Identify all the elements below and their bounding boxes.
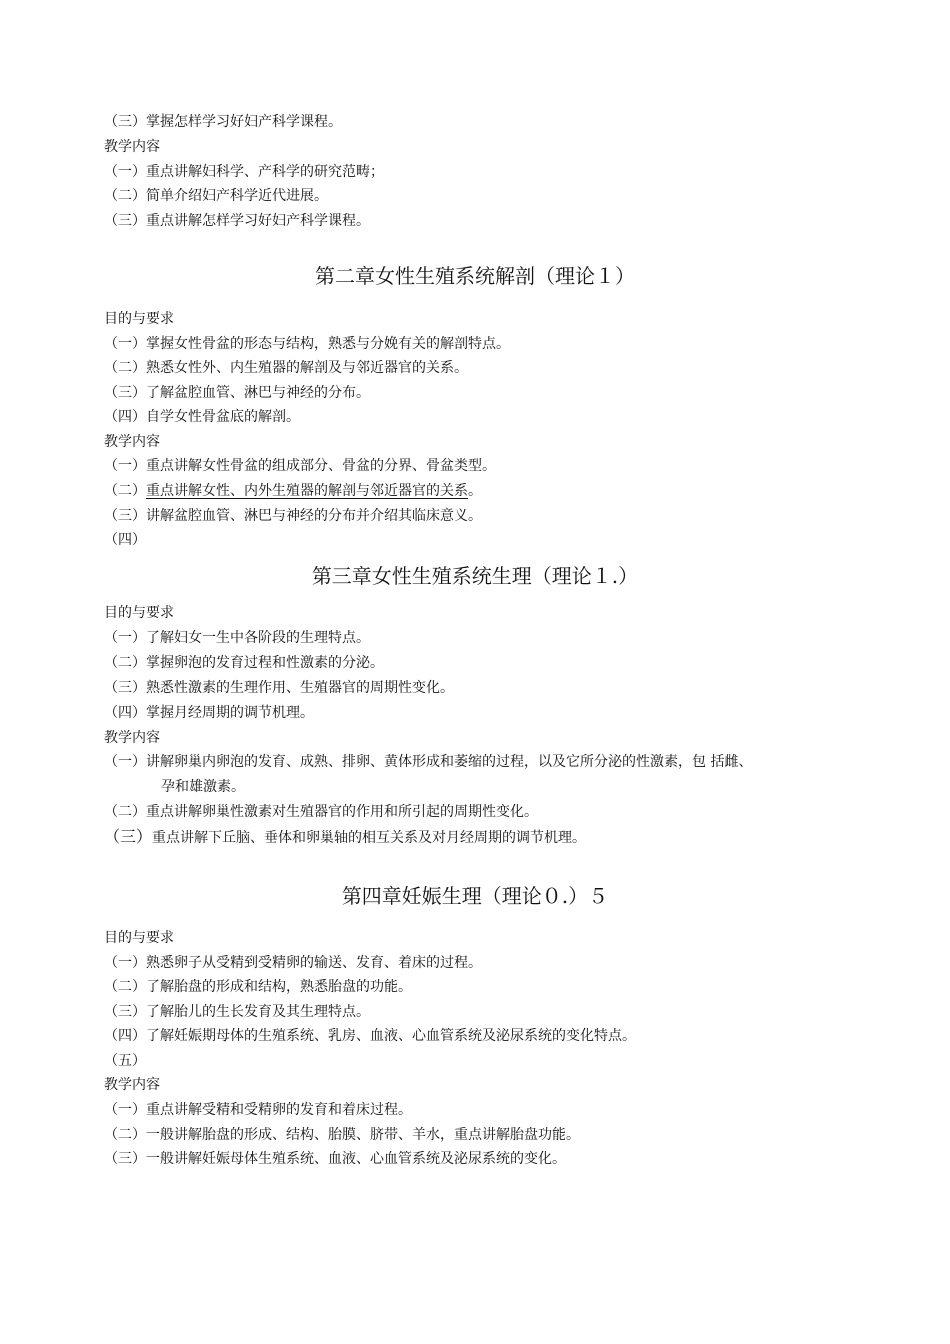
objective-item-3: （三）掌握怎样学习好妇产科学课程。 (104, 114, 342, 130)
chapter-3-title: 第三章女性生殖系统生理（理论１.） (311, 564, 639, 588)
chapter-2-title: 第二章女性生殖系统解剖（理论１） (315, 264, 635, 288)
content-item-3: （三）一般讲解妊娠母体生殖系统、血液、心血管系统及泌尿系统的变化。 (104, 1151, 566, 1167)
content-item-2 (104, 481, 482, 501)
content-item-4: （四） (104, 532, 146, 548)
section-label-objectives: 目的与要求 (104, 605, 174, 621)
content-item-3 (104, 827, 586, 848)
item-text: 重点讲解下丘脑、垂体和卵巢轴的相互关系及对月经周期的调节机理。 (152, 830, 587, 846)
chapter-4-title: 第四章妊娠生理（理论０.）５ (341, 884, 609, 908)
objective-item-4: （四）自学女性骨盆底的解剖。 (104, 409, 300, 425)
section-label-objectives: 目的与要求 (104, 311, 174, 327)
objective-item-5: （五） (104, 1053, 146, 1069)
item-number: （二） (104, 483, 146, 499)
section-label-teaching-content: 教学内容 (104, 730, 160, 746)
content-item-1: （一）重点讲解受精和受精卵的发育和着床过程。 (104, 1102, 412, 1118)
content-item-1: （一）讲解卵巢内卵泡的发育、成熟、排卵、黄体形成和萎缩的过程，以及它所分泌的性激素，包 括雌、 (104, 754, 753, 770)
objective-item-1: （一）掌握女性骨盆的形态与结构，熟悉与分娩有关的解剖特点。 (104, 336, 510, 352)
content-item-3: （三）重点讲解怎样学习好妇产科学课程。 (104, 213, 370, 229)
objective-item-2: （二）掌握卵泡的发育过程和性激素的分泌。 (104, 655, 384, 671)
content-item-2: （二）重点讲解卵巢性激素对生殖器官的作用和所引起的周期性变化。 (104, 804, 538, 820)
underlined-text: 重点讲解女性、内外生殖器的解剖与邻近器官的关系 (146, 483, 468, 499)
content-item-3: （三）讲解盆腔血管、淋巴与神经的分布并介绍其临床意义。 (104, 508, 482, 524)
objective-item-4: （四）了解妊娠期母体的生殖系统、乳房、血液、心血管系统及泌尿系统的变化特点。 (104, 1028, 636, 1044)
item-number: （三） (104, 827, 153, 846)
content-item-1: （一）重点讲解妇科学、产科学的研究范畴； (104, 164, 384, 180)
content-item-1: （一）重点讲解女性骨盆的组成部分、骨盆的分界、骨盆类型。 (104, 458, 496, 474)
objective-item-3: （三）熟悉性激素的生理作用、生殖器官的周期性变化。 (104, 680, 454, 696)
content-item-2: （二）简单介绍妇产科学近代进展。 (104, 188, 328, 204)
objective-item-4: （四）掌握月经周期的调节机理。 (104, 705, 314, 721)
objective-item-2: （二）了解胎盘的形成和结构，熟悉胎盘的功能。 (104, 979, 412, 995)
section-label-teaching-content: 教学内容 (104, 139, 160, 155)
content-item-2: （二）一般讲解胎盘的形成、结构、胎膜、脐带、羊水，重点讲解胎盘功能。 (104, 1127, 580, 1143)
objective-item-3: （三）了解胎儿的生长发育及其生理特点。 (104, 1004, 370, 1020)
objective-item-1: （一）了解妇女一生中各阶段的生理特点。 (104, 630, 370, 646)
objective-item-2: （二）熟悉女性外、内生殖器的解剖及与邻近器官的关系。 (104, 360, 468, 376)
content-item-1-continued: 孕和雄激素。 (161, 779, 245, 795)
section-label-teaching-content: 教学内容 (104, 434, 160, 450)
objective-item-1: （一）熟悉卵子从受精到受精卵的输送、发育、着床的过程。 (104, 955, 482, 971)
section-label-objectives: 目的与要求 (104, 930, 174, 946)
section-label-teaching-content: 教学内容 (104, 1077, 160, 1093)
item-punctuation: 。 (468, 483, 482, 499)
objective-item-3: （三）了解盆腔血管、淋巴与神经的分布。 (104, 385, 370, 401)
